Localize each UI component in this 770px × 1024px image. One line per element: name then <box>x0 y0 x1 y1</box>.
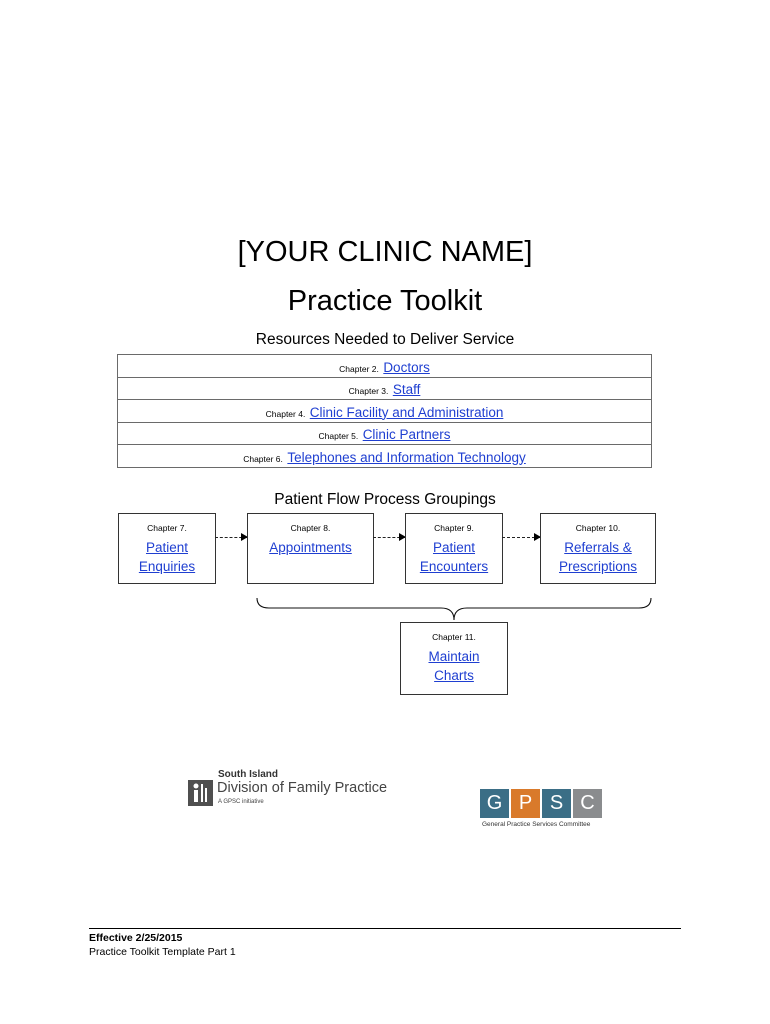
grouping-brace <box>255 596 653 622</box>
link-maintain-charts-line1[interactable]: Maintain <box>428 649 480 664</box>
footer-template-name: Practice Toolkit Template Part 1 <box>89 946 236 958</box>
link-patient-enquiries-line2[interactable]: Enquiries <box>138 559 196 574</box>
sidfp-logo-icon <box>188 780 213 806</box>
link-referrals-line2[interactable]: Prescriptions <box>558 559 638 574</box>
resources-heading: Resources Needed to Deliver Service <box>255 331 515 348</box>
link-appointments[interactable]: Appointments <box>269 540 352 555</box>
sidfp-logo-line3: A GPSC initiative <box>218 799 264 805</box>
link-patient-encounters-line1[interactable]: Patient <box>432 540 476 555</box>
link-maintain-charts-line2[interactable]: Charts <box>434 668 474 683</box>
chapter-label: Chapter 2. <box>339 363 379 374</box>
chapter-label: Chapter 10. <box>575 523 621 533</box>
link-clinic-partners[interactable]: Clinic Partners <box>362 427 451 442</box>
sidfp-logo-line1: South Island <box>218 769 278 780</box>
link-patient-encounters-line2[interactable]: Encounters <box>419 559 489 574</box>
resource-row <box>118 377 652 400</box>
gpsc-letter-s: S <box>542 789 571 818</box>
flow-arrow <box>215 537 247 538</box>
gpsc-caption: General Practice Services Committee <box>482 821 591 828</box>
resource-row <box>118 445 652 468</box>
link-staff[interactable]: Staff <box>392 382 421 397</box>
gpsc-letter-c: C <box>573 789 602 818</box>
flow-box-maintain-charts[interactable] <box>400 622 508 695</box>
chapter-label: Chapter 3. <box>348 386 389 396</box>
sidfp-logo <box>188 768 398 820</box>
flow-heading: Patient Flow Process Groupings <box>274 491 496 508</box>
chapter-label: Chapter 5. <box>318 431 359 441</box>
chapter-label: Chapter 6. <box>243 453 283 464</box>
sidfp-logo-line2: Division of Family Practice <box>217 780 388 796</box>
link-clinic-facility[interactable]: Clinic Facility and Administration <box>309 404 504 420</box>
chapter-label: Chapter 4. <box>265 408 306 419</box>
resources-table <box>117 354 652 468</box>
gpsc-letter-p: P <box>511 789 540 818</box>
clinic-name-title: [YOUR CLINIC NAME] <box>237 236 533 268</box>
link-doctors[interactable]: Doctors <box>383 359 430 375</box>
resource-row <box>118 355 652 378</box>
flow-box-referrals-prescriptions[interactable] <box>540 513 656 584</box>
footer-effective-date: Effective 2/25/2015 <box>89 932 183 944</box>
link-telephones-it[interactable]: Telephones and Information Technology <box>287 449 526 465</box>
footer-divider <box>89 928 681 929</box>
chapter-label: Chapter 11. <box>432 632 476 642</box>
document-title: Practice Toolkit <box>287 285 483 317</box>
chapter-label: Chapter 7. <box>147 523 187 533</box>
chapter-label: Chapter 9. <box>434 523 474 533</box>
flow-arrow <box>373 537 405 538</box>
flow-box-appointments[interactable] <box>247 513 374 584</box>
gpsc-letter-g: G <box>480 789 509 818</box>
resource-row <box>118 400 652 423</box>
link-patient-enquiries-line1[interactable]: Patient <box>145 540 189 555</box>
resource-row <box>118 422 652 445</box>
chapter-label: Chapter 8. <box>290 523 331 533</box>
link-referrals-line1[interactable]: Referrals & <box>564 540 632 555</box>
flow-box-patient-encounters[interactable] <box>405 513 503 584</box>
gpsc-logo <box>480 789 610 834</box>
flow-box-patient-enquiries[interactable] <box>118 513 216 584</box>
flow-arrow <box>502 537 540 538</box>
